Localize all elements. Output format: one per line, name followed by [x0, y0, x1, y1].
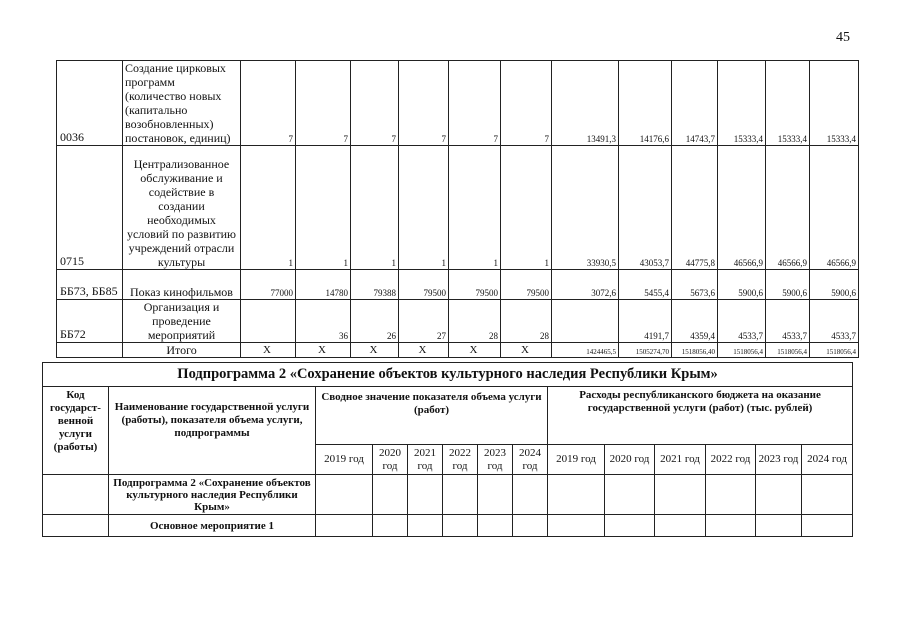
expense-value: 5900,6	[766, 270, 810, 300]
volume-value: 1	[241, 146, 296, 270]
expense-value: 44775,8	[672, 146, 718, 270]
volume-column-header: Сводное значение показателя объема услуги (работ)	[316, 387, 548, 445]
expense-value: 1505274,70	[619, 343, 672, 358]
volume-value: 14780	[296, 270, 351, 300]
volume-value: 77000	[241, 270, 296, 300]
volume-year-header: 2021 год	[408, 445, 443, 475]
expense-year-header: 2021 год	[655, 445, 706, 475]
subprogram-row-name: Подпрограмма 2 «Сохранение объектов культурного наследия Республики Крым»	[109, 475, 316, 515]
expense-value: 15333,4	[718, 61, 766, 146]
row-code-cell	[43, 515, 109, 537]
expense-year-header: 2022 год	[706, 445, 756, 475]
expense-value	[552, 300, 619, 343]
expense-value: 5673,6	[672, 270, 718, 300]
expense-value: 1518056,4	[810, 343, 859, 358]
name-column-header: Наименование государственной услуги (работы), показателя объема услуги, подпрограммы	[109, 387, 316, 475]
volume-value: 79388	[351, 270, 399, 300]
volume-value: Х	[399, 343, 449, 358]
expense-value: 1518056,4	[766, 343, 810, 358]
expense-value: 4359,4	[672, 300, 718, 343]
expense-value: 46566,9	[718, 146, 766, 270]
expense-year-header: 2024 год	[802, 445, 853, 475]
service-code: ББ72	[57, 300, 123, 343]
expense-value: 5900,6	[718, 270, 766, 300]
volume-value: 7	[399, 61, 449, 146]
expense-value: 3072,6	[552, 270, 619, 300]
expense-year-header: 2020 год	[605, 445, 655, 475]
volume-year-header: 2022 год	[443, 445, 478, 475]
expense-value: 46566,9	[810, 146, 859, 270]
service-code: 0036	[57, 61, 123, 146]
expense-value: 4533,7	[766, 300, 810, 343]
expense-value: 14176,6	[619, 61, 672, 146]
volume-year-header: 2023 год	[478, 445, 513, 475]
expense-value: 1424465,5	[552, 343, 619, 358]
volume-value: 1	[399, 146, 449, 270]
expense-year-header: 2023 год	[756, 445, 802, 475]
volume-value: 7	[449, 61, 501, 146]
volume-value: 1	[351, 146, 399, 270]
service-name: Создание цирковых программ (количество новых (капитально возобновленных) постановок, единиц)	[123, 61, 241, 146]
expense-value: 4533,7	[718, 300, 766, 343]
volume-value: 79500	[399, 270, 449, 300]
expense-value: 1518056,4	[718, 343, 766, 358]
volume-value: 1	[296, 146, 351, 270]
table-row	[57, 146, 859, 270]
service-code: ББ73, ББ85	[57, 270, 123, 300]
volume-value: Х	[241, 343, 296, 358]
expense-value: 15333,4	[810, 61, 859, 146]
expense-value: 13491,3	[552, 61, 619, 146]
service-name: Централизованное обслуживание и содействие в создании необходимых условий по развитию учреждений отрасли культуры	[123, 146, 241, 270]
expense-value: 43053,7	[619, 146, 672, 270]
expense-value: 15333,4	[766, 61, 810, 146]
table-row	[57, 343, 859, 358]
expense-value: 46566,9	[766, 146, 810, 270]
volume-value: 26	[351, 300, 399, 343]
expense-value: 1518056,40	[672, 343, 718, 358]
volume-year-header: 2019 год	[316, 445, 373, 475]
main-activity-row-name: Основное мероприятие 1	[109, 515, 316, 537]
subprogram-title: Подпрограмма 2 «Сохранение объектов культурного наследия Республики Крым»	[43, 363, 853, 387]
table-row	[57, 61, 859, 146]
service-name: Итого	[123, 343, 241, 358]
volume-value: Х	[296, 343, 351, 358]
page-number: 45	[836, 30, 850, 45]
expense-year-header: 2019 год	[548, 445, 605, 475]
volume-value: Х	[351, 343, 399, 358]
table-row	[57, 270, 859, 300]
service-code: 0715	[57, 146, 123, 270]
expense-value: 5455,4	[619, 270, 672, 300]
volume-year-header: 2024 год	[513, 445, 548, 475]
expense-value: 14743,7	[672, 61, 718, 146]
service-code	[57, 343, 123, 358]
expense-value: 5900,6	[810, 270, 859, 300]
volume-value: 7	[296, 61, 351, 146]
top-services-table	[56, 60, 859, 358]
subprogram-2-table	[42, 362, 853, 537]
expense-value: 33930,5	[552, 146, 619, 270]
volume-value: 79500	[449, 270, 501, 300]
expense-column-header: Расходы республиканского бюджета на оказание государственной услуги (работ) (тыс. рублей)	[548, 387, 853, 445]
volume-value: 1	[501, 146, 552, 270]
volume-value: 27	[399, 300, 449, 343]
volume-value: 28	[501, 300, 552, 343]
volume-value: 36	[296, 300, 351, 343]
volume-value: 79500	[501, 270, 552, 300]
table-row	[57, 300, 859, 343]
row-code-cell	[43, 475, 109, 515]
volume-value: 7	[241, 61, 296, 146]
volume-value: 7	[351, 61, 399, 146]
volume-value	[241, 300, 296, 343]
code-column-header: Код государст- венной услуги (работы)	[43, 387, 109, 475]
volume-year-header: 2020 год	[373, 445, 408, 475]
volume-value: 28	[449, 300, 501, 343]
volume-value: Х	[501, 343, 552, 358]
expense-value: 4191,7	[619, 300, 672, 343]
volume-value: 1	[449, 146, 501, 270]
volume-value: 7	[501, 61, 552, 146]
expense-value: 4533,7	[810, 300, 859, 343]
service-name: Организация и проведение мероприятий	[123, 300, 241, 343]
volume-value: Х	[449, 343, 501, 358]
service-name: Показ кинофильмов	[123, 270, 241, 300]
